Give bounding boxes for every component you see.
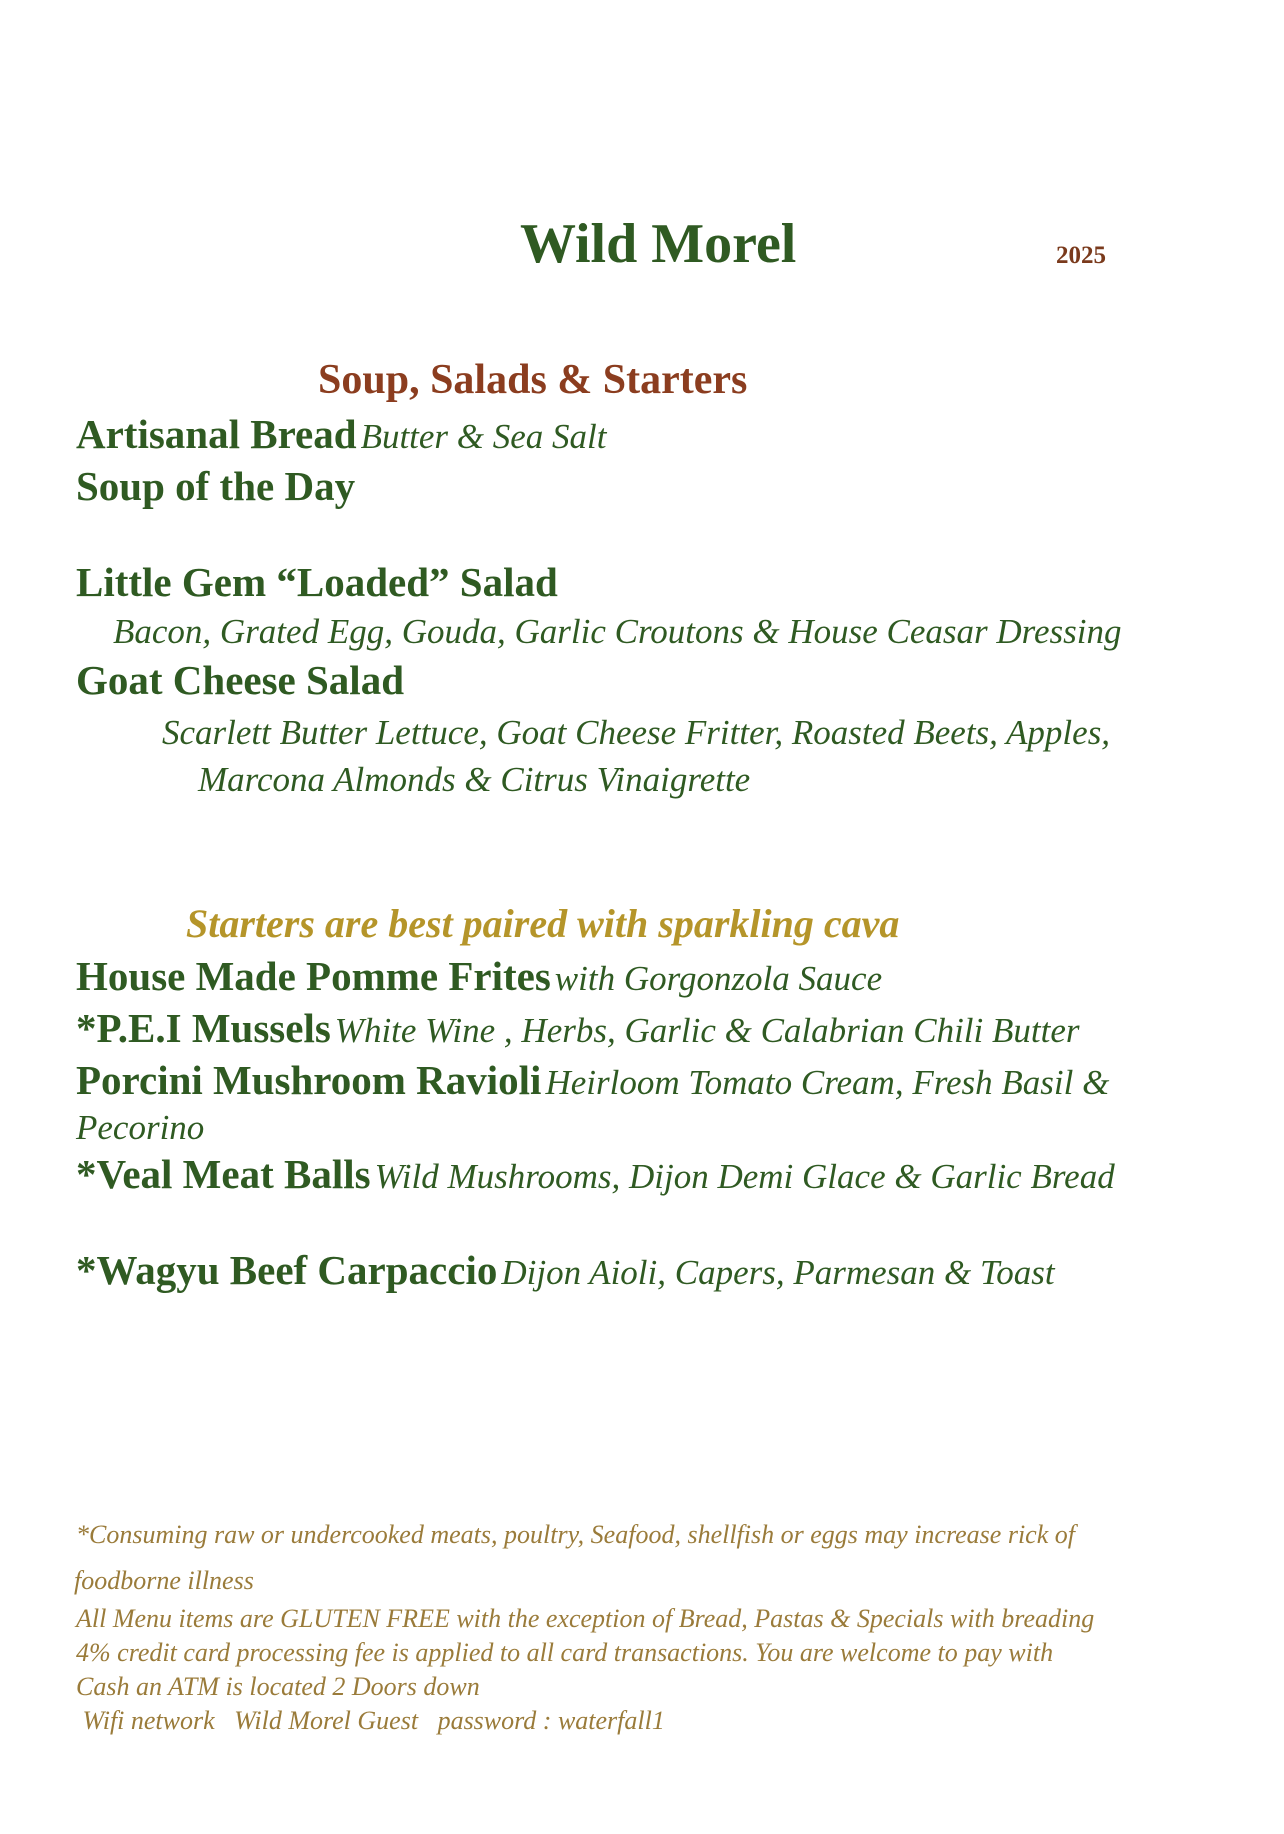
- item-description: Dijon Aioli, Capers, Parmesan & Toast: [501, 1253, 1055, 1292]
- menu-year: 2025: [1056, 242, 1106, 269]
- card-fee-notice-cont: Cash an ATM is located 2 Doors down: [76, 1672, 480, 1701]
- item-description: Bacon, Grated Egg, Gouda, Garlic Croutons & House Ceasar Dressing: [113, 612, 1122, 651]
- raw-food-warning-cont: foodborne illness: [74, 1566, 254, 1595]
- item-description: Marcona Almonds & Citrus Vinaigrette: [198, 760, 751, 799]
- item-description: Pecorino: [76, 1108, 205, 1147]
- item-description: Butter & Sea Salt: [360, 417, 607, 456]
- item-description: White Wine , Herbs, Garlic & Calabrian Chili Butter: [334, 1011, 1080, 1050]
- menu-item-mussels: [76, 1004, 1080, 1052]
- item-description: Wild Mushrooms, Dijon Demi Glace & Garlic Bread: [374, 1157, 1115, 1196]
- menu-item-meatballs: [76, 1150, 1115, 1198]
- item-name: *Veal Meat Balls: [76, 1151, 371, 1197]
- item-description: Heirloom Tomato Cream, Fresh Basil &: [545, 1063, 1110, 1102]
- item-description: with Gorgonzola Sauce: [554, 959, 883, 998]
- wifi-info: Wifi network Wild Morel Guest password : waterfall1: [76, 1706, 665, 1735]
- gluten-notice: All Menu items are GLUTEN FREE with the exception of Bread, Pastas & Specials with breading: [76, 1604, 1095, 1633]
- menu-item-carpaccio: [76, 1246, 1055, 1294]
- raw-food-warning: *Consuming raw or undercooked meats, poultry, Seafood, shellfish or eggs may increase rick of: [76, 1520, 1075, 1549]
- menu-item-bread: [76, 410, 607, 458]
- menu-item-gem-salad: [76, 558, 558, 606]
- item-name: Goat Cheese Salad: [76, 657, 404, 703]
- item-name: House Made Pomme Frites: [76, 953, 551, 999]
- menu-item-soup: [76, 462, 355, 510]
- card-fee-notice: 4% credit card processing fee is applied to all card transactions. You are welcome to pay with: [76, 1638, 1054, 1667]
- item-name: Porcini Mushroom Ravioli: [76, 1057, 542, 1103]
- menu-item-ravioli: [76, 1056, 1109, 1104]
- item-name: *P.E.I Mussels: [76, 1005, 331, 1051]
- menu-item-goat-salad: [76, 656, 404, 704]
- restaurant-title: Wild Morel: [520, 213, 797, 275]
- item-name: Little Gem “Loaded” Salad: [76, 559, 558, 605]
- menu-item-frites: [76, 952, 882, 1000]
- item-name: Artisanal Bread: [76, 411, 357, 457]
- section-heading: Soup, Salads & Starters: [318, 357, 748, 403]
- item-description: Scarlett Butter Lettuce, Goat Cheese Fritter, Roasted Beets, Apples,: [162, 713, 1111, 752]
- item-name: Soup of the Day: [76, 463, 356, 509]
- item-name: *Wagyu Beef Carpaccio: [76, 1247, 498, 1293]
- pairing-tagline: Starters are best paired with sparkling cava: [186, 901, 900, 946]
